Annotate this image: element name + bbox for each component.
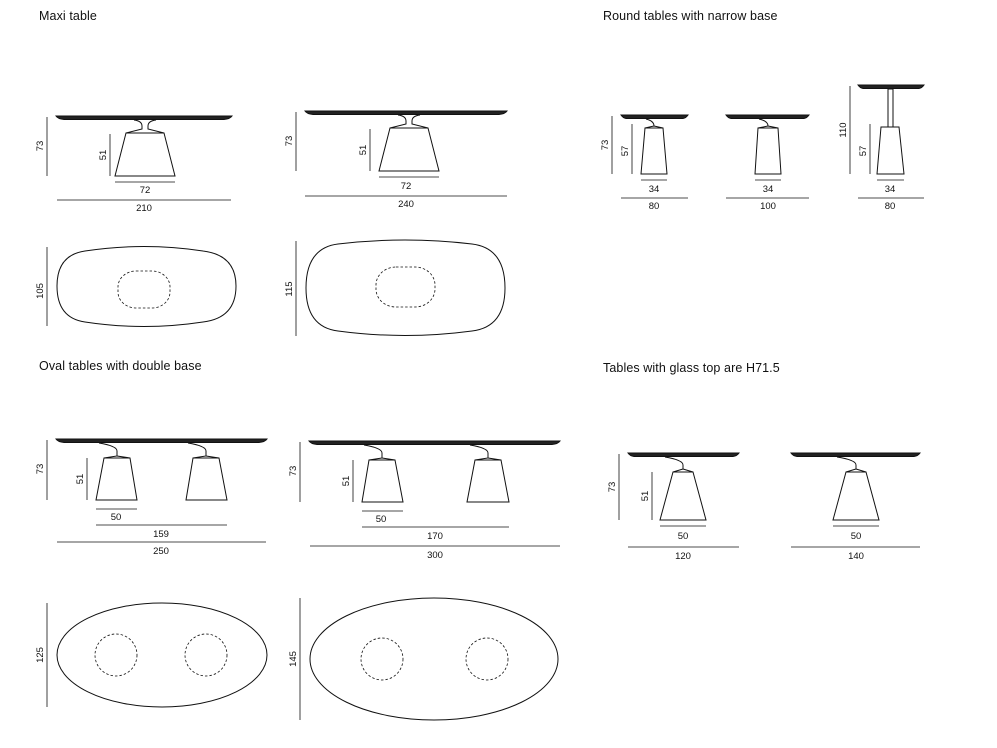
dim-diameter: 100 [760, 201, 776, 212]
glass-140-elevation [791, 453, 920, 562]
base-neck-right [470, 445, 501, 460]
oval-250-plan [35, 603, 267, 707]
maxi-240-elevation [284, 111, 507, 210]
table-top-outline [57, 247, 236, 327]
dim-height: 73 [35, 463, 46, 475]
maxi-210-elevation [35, 116, 232, 214]
glass-table-top [791, 453, 920, 457]
table-top [726, 115, 809, 119]
narrow-base [641, 128, 667, 174]
dim-plan-depth: 125 [35, 647, 46, 663]
dim-base-width: 50 [850, 531, 862, 542]
dim-base-span: 159 [153, 529, 169, 540]
column-stem [888, 89, 893, 127]
oval-300-elevation [288, 441, 560, 561]
dim-base-width: 50 [677, 531, 689, 542]
conical-base [660, 472, 706, 520]
dim-length: 210 [136, 203, 152, 214]
glass-120-elevation [607, 453, 739, 562]
base-neck [665, 457, 693, 472]
base-neck [645, 119, 663, 128]
conical-base [379, 128, 439, 171]
dim-base-width: 34 [762, 184, 774, 195]
section-title-maxi-table: Maxi table [39, 9, 97, 23]
dim-diameter: 140 [848, 551, 864, 562]
dim-plan-depth: 145 [288, 651, 299, 667]
dim-length: 300 [427, 550, 443, 561]
table-top-outline [57, 603, 267, 707]
dim-height: 73 [288, 465, 299, 477]
dim-base-height: 51 [98, 149, 109, 161]
dim-base-width: 34 [884, 184, 896, 195]
dim-height: 73 [35, 140, 46, 152]
base-neck [758, 119, 778, 128]
dim-diameter: 80 [884, 201, 896, 212]
table-top [309, 441, 560, 445]
dim-base-height: 51 [640, 490, 651, 502]
table-top [858, 85, 924, 89]
dim-base-height: 57 [620, 145, 631, 157]
round-80-elevation [600, 115, 688, 212]
dim-height: 73 [284, 135, 295, 147]
maxi-210-plan [35, 247, 236, 327]
table-top-outline [306, 240, 505, 336]
narrow-base [877, 127, 904, 174]
conical-base [115, 133, 175, 176]
base-neck [390, 115, 428, 128]
dim-base-height: 51 [75, 473, 86, 485]
dim-height: 73 [607, 481, 618, 493]
oval-300-plan [288, 598, 558, 720]
dim-diameter: 80 [648, 201, 660, 212]
base-neck-left [99, 443, 130, 458]
narrow-base [755, 128, 781, 174]
table-top [621, 115, 688, 119]
dim-base-height: 51 [341, 475, 352, 487]
conical-base-left [96, 458, 137, 500]
dim-base-height: 57 [858, 145, 869, 157]
round-100-elevation [726, 115, 809, 212]
base-neck [126, 120, 164, 133]
dim-length: 240 [398, 199, 414, 210]
base-neck-right [188, 443, 219, 458]
base-neck [837, 457, 866, 472]
round-80-high-elevation [838, 85, 924, 212]
dim-base-width: 72 [400, 181, 412, 192]
oval-250-elevation [35, 439, 267, 557]
dim-plan-depth: 105 [35, 283, 46, 299]
dim-height: 110 [838, 122, 849, 138]
maxi-240-plan [284, 240, 505, 336]
section-title-oval-tables: Oval tables with double base [39, 359, 202, 373]
dim-base-width: 50 [375, 514, 387, 525]
dim-base-width: 50 [110, 512, 122, 523]
base-neck-left [364, 445, 395, 460]
glass-table-top [628, 453, 739, 457]
dim-length: 250 [153, 546, 169, 557]
dim-height: 73 [600, 139, 611, 151]
dim-base-height: 51 [358, 144, 369, 156]
table-top [56, 116, 232, 120]
table-top [305, 111, 507, 115]
conical-base-left [362, 460, 403, 502]
table-top-outline [310, 598, 558, 720]
section-title-round-tables: Round tables with narrow base [603, 9, 778, 23]
conical-base [833, 472, 879, 520]
table-top [56, 439, 267, 443]
dim-base-span: 170 [427, 531, 443, 542]
dim-base-width: 34 [648, 184, 660, 195]
conical-base-right [186, 458, 227, 500]
section-title-glass-top: Tables with glass top are H71.5 [603, 361, 780, 375]
dim-base-width: 72 [139, 185, 151, 196]
dim-plan-depth: 115 [284, 281, 295, 297]
dim-diameter: 120 [675, 551, 691, 562]
conical-base-right [467, 460, 509, 502]
